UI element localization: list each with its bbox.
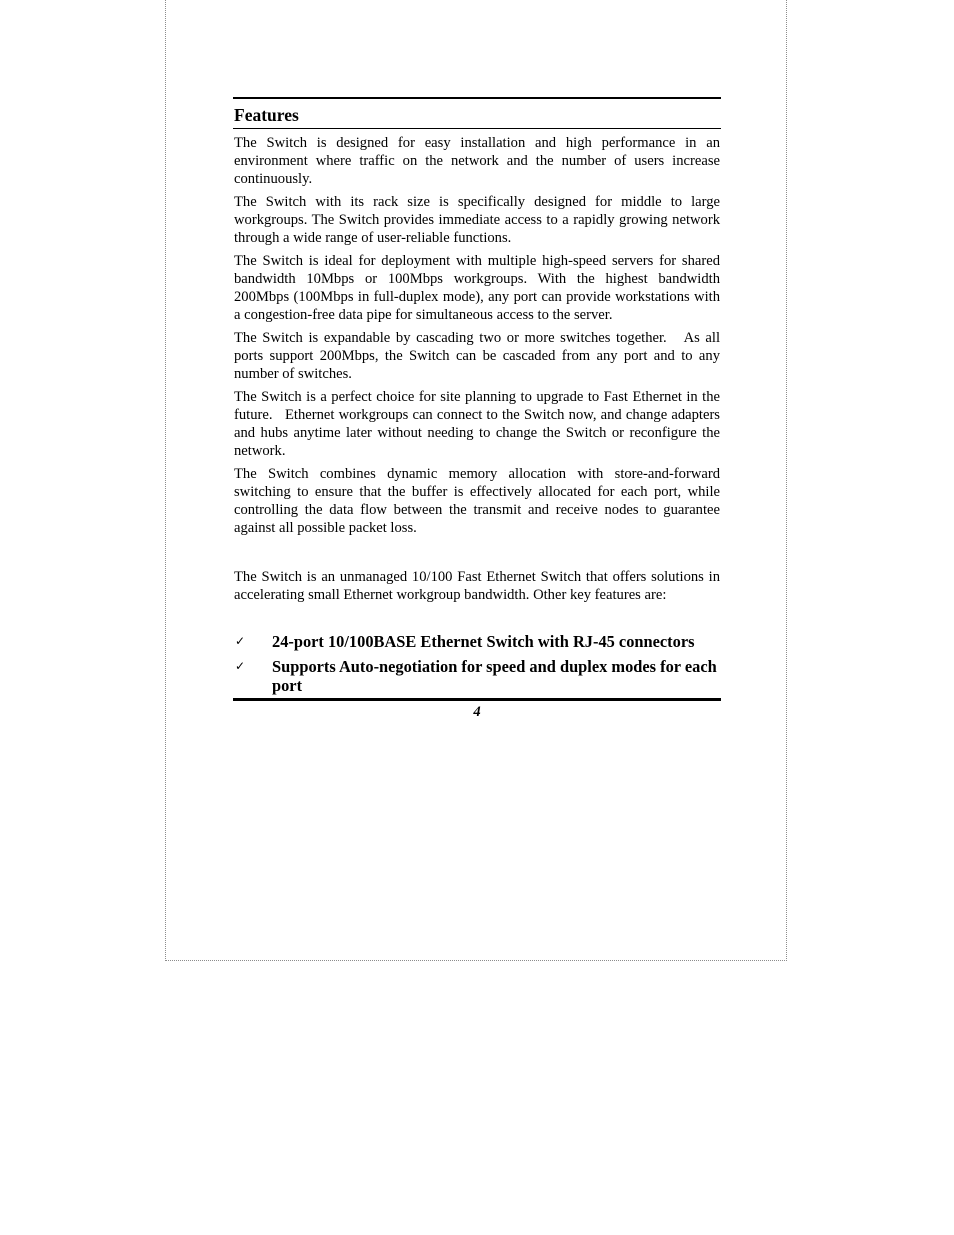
paragraph: The Switch combines dynamic memory allocation with store-and-forward switching to ensure that the buffer is effectively allocated for each port, while controlling the data flow between the transmit and receive nodes to guarantee against all possible packet loss. bbox=[234, 466, 720, 536]
paragraph: The Switch with its rack size is specifically designed for middle to large workgroups. The Switch provides immediate access to a rapidly growing network through a wide range of user-reliable functions. bbox=[234, 194, 720, 246]
feature-text: Supports Auto-negotiation for speed and duplex modes for each port bbox=[272, 656, 717, 695]
paragraph: The Switch is a perfect choice for site planning to upgrade to Fast Ethernet in the future. Ethernet workgroups can connect to the Switch now, and change adapters and hubs anytime later without needing to change the Switch or reconfigure the network. bbox=[234, 389, 720, 459]
bottom-rule bbox=[233, 698, 721, 701]
paragraph: The Switch is designed for easy installation and high performance in an environment where traffic on the network and the number of users increase continuously. bbox=[234, 135, 720, 187]
section-title: Features bbox=[233, 99, 721, 129]
paragraph: The Switch is expandable by cascading two or more switches together. As all ports support 200Mbps, the Switch can be cascaded from any port and to any number of switches. bbox=[234, 330, 720, 382]
page-number: 4 bbox=[473, 703, 481, 720]
features-intro: The Switch is an unmanaged 10/100 Fast Ethernet Switch that offers solutions in accelerating small Ethernet workgroup bandwidth. Other key features are: bbox=[234, 569, 720, 603]
feature-list bbox=[234, 632, 720, 696]
feature-text: 24-port 10/100BASE Ethernet Switch with RJ-45 connectors bbox=[272, 632, 695, 651]
checkmark-icon: ✓ bbox=[235, 658, 246, 673]
paragraph: The Switch is ideal for deployment with multiple high-speed servers for shared bandwidth 10Mbps or 100Mbps workgroups. With the highest bandwidth 200Mbps (100Mbps in full-duplex mode), any port can provide workstations with a congestion-free data pipe for simultaneous access to the server. bbox=[234, 253, 720, 323]
page-content bbox=[233, 97, 721, 721]
feature-item bbox=[234, 657, 720, 696]
body-text bbox=[233, 134, 721, 696]
feature-item bbox=[234, 632, 720, 652]
checkmark-icon: ✓ bbox=[235, 634, 246, 648]
